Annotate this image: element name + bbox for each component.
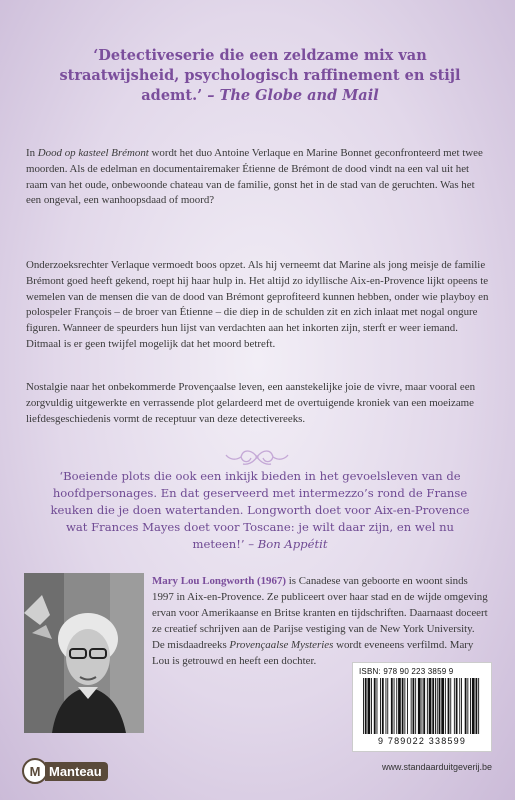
p2-text: Onderzoeksrechter Verlaque vermoedt boos opzet. Als hij verneemt dat Marine als jong meisje de familie Brémont goed heeft gekend, roept hij haar hulp in. Het altijd zo idyllische Aix-en-Provence lijkt opeens te wemelen van de mensen die van de dood van Brémont geprofiteerd kunnen hebben, onder wie playboy en polospeler François – de broer van Étienne – die diep in de schulden zit en zich inlaat met nogal ongure figuren. Wanneer de speurders hun lijst van verdachten aan het inkorten zijn, sterft er weer iemand. Ditmaal is er geen twijfel mogelijk dat het moord betreft.: [26, 259, 489, 350]
publisher-website: www.standaarduitgeverij.be: [381, 762, 492, 772]
bio-text-b: wordt eveneens verfilmd. Mary Lou is getrouwd en heeft een dochter.: [152, 638, 474, 667]
description-paragraph-3: [26, 380, 490, 427]
publisher-logo-letter: M: [22, 758, 48, 784]
publisher-logo: [22, 758, 108, 784]
p3-text: Nostalgie naar het onbekommerde Provençaalse leven, een aanstekelijke joie de vivre, maar vooral een zorgvuldig uitgewerkte en verrassende plot gelardeerd met de overtuigende kroniek van een moeizame liefdesgeschiedenis vormt de receptuur van deze detectivereeks.: [26, 381, 476, 425]
bottom-quote-text: ‘Boeiende plots die ook een inkijk bieden in het gevoelsleven van de hoofdpersonages. En dat geserveerd met intermezzo’s rond de Franse keuken die je doen watertanden. Longworth doet voor Aix-en-Provence wat Frances Mayes doet voor Toscane: je wilt daar zijn, en wel nu meteen!’: [50, 469, 470, 551]
description-paragraph-1: [26, 146, 490, 209]
bio-text-a: is Canadese van geboorte en woont sinds 1997 in Aix-en-Provence. Ze publiceert over haar stad en de wijde omgeving ervan voor Amerikaanse en Britse kranten en tijdschriften. Daarnaast doceert ze creatief schrijven aan de Parijse vestiging van de New York University. De misdaadreeks: [152, 575, 488, 651]
p1-intro: In: [26, 147, 38, 159]
publisher-name: Manteau: [45, 762, 108, 781]
top-quote-text: ‘Detectiveserie die een zeldzame mix van straatwijsheid, psychologisch raffinement en stijl ademt.’: [59, 47, 461, 104]
barcode-icon: [361, 678, 483, 736]
bottom-review-quote: [40, 468, 480, 553]
author-bio: [152, 574, 488, 669]
top-review-quote: [40, 46, 480, 106]
author-name: Mary Lou Longworth (1967): [152, 575, 287, 587]
description-paragraph-2: [26, 258, 490, 353]
author-photo: [24, 573, 144, 733]
barcode-digits: 9 789022 338599: [377, 736, 467, 746]
isbn-barcode: [352, 662, 492, 752]
bottom-quote-source: – Bon Appétit: [248, 537, 328, 551]
ornament-divider-icon: [222, 446, 292, 468]
p1-rest: wordt het duo Antoine Verlaque en Marine Bonnet geconfronteerd met twee moorden. Als de edelman en documentairemaker Étienne de Brémont de dood vindt na een val uit het raam van het oude, onbewoonde chateau van de familie, gonst het in de stad van de geruchten. Was het een ongeval, een wanhoopsdaad of moord?: [26, 147, 483, 207]
isbn-label: ISBN: 978 90 223 3859 9: [359, 667, 454, 676]
top-quote-source: – The Globe and Mail: [207, 87, 379, 104]
series-title: Provençaalse Mysteries: [229, 638, 334, 651]
book-title: Dood op kasteel Brémont: [37, 147, 149, 159]
